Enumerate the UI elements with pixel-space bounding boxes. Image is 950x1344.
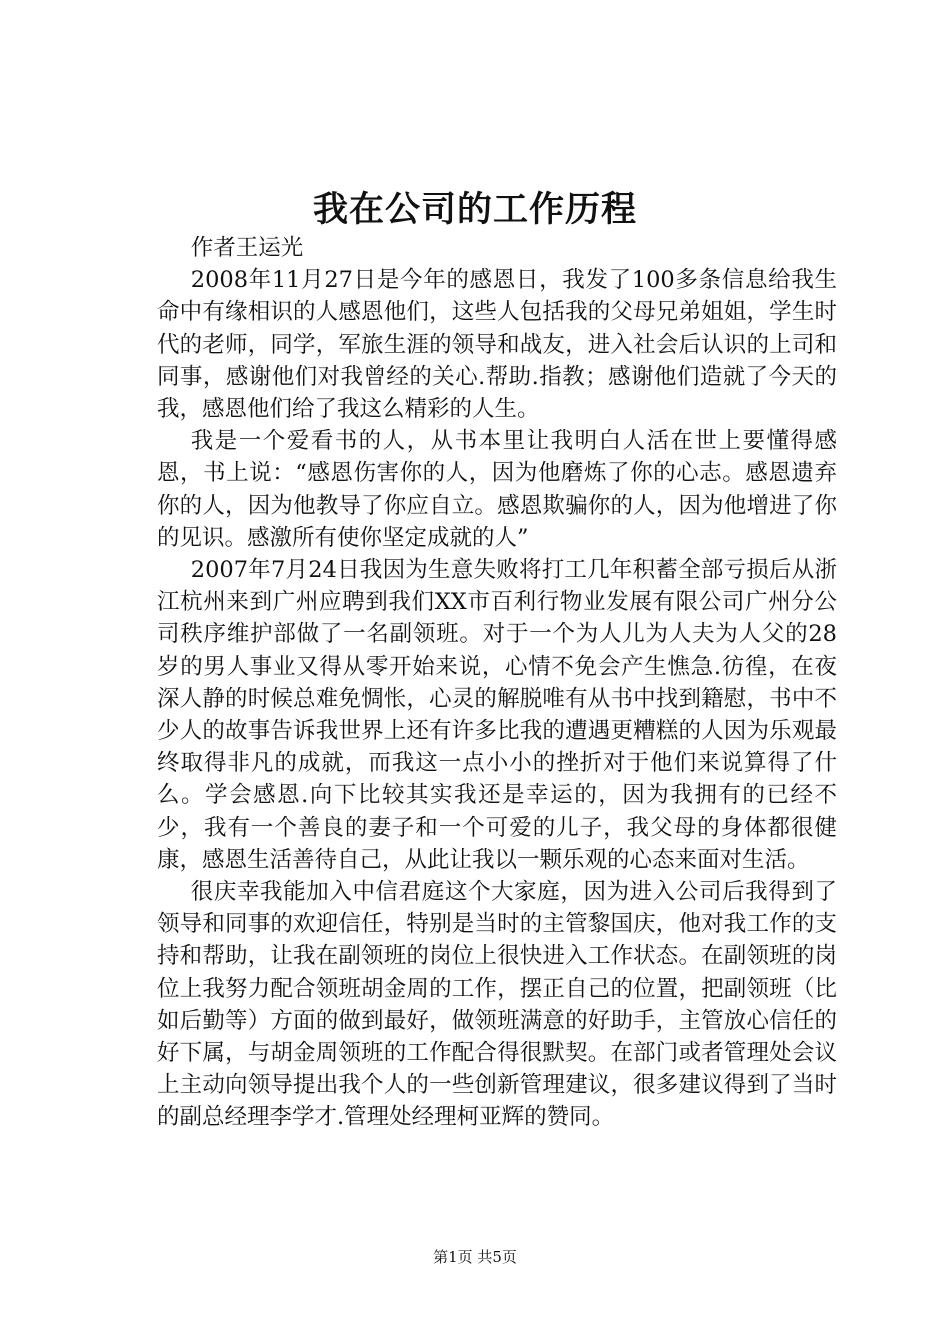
document-title: 我在公司的工作历程: [312, 189, 637, 230]
author-line: 作者王运光: [190, 235, 304, 261]
document-body: [157, 232, 837, 1134]
paragraph-1: 2008年11月27日是今年的感恩日，我发了100多条信息给我生命中有缘相识的人感恩他们，这些人包括我的父母兄弟姐姐，学生时代的老师，同学，军旅生涯的领导和战友，进入社会后认识的上司和同事，感谢他们对我曾经的关心.帮助.指教；感谢他们造就了今天的我，感恩他们给了我这么精彩的人生。: [157, 267, 837, 423]
paragraph-2: 我是一个爱看书的人，从书本里让我明白人活在世上要懂得感恩，书上说：“感恩伤害你的人，因为他磨炼了你的心志。感恩遗弃你的人，因为他教导了你应自立。感恩欺骗你的人，因为他增进了你的见识。感激所有使你坚定成就的人”: [157, 428, 837, 551]
page-footer: 第1页 共5页: [433, 1248, 517, 1266]
paragraph-4: 很庆幸我能加入中信君庭这个大家庭，因为进入公司后我得到了领导和同事的欢迎信任，特别是当时的主管黎国庆，他对我工作的支持和帮助，让我在副领班的岗位上很快进入工作状态。在副领班的岗位上我努力配合领班胡金周的工作，摆正自己的位置，把副领班（比如后勤等）方面的做到最好，做领班满意的好助手，主管放心信任的好下属，与胡金周领班的工作配合得很默契。在部门或者管理处会议上主动向领导提出我个人的一些创新管理建议，很多建议得到了当时的副总经理李学才.管理处经理柯亚辉的赞同。: [157, 879, 837, 1131]
paragraph-3: 2007年7月24日我因为生意失败将打工几年积蓄全部亏损后从浙江杭州来到广州应聘到我们XX市百利行物业发展有限公司广州分公司秩序维护部做了一名副领班。对于一个为人儿为人夫为人父的28岁的男人事业又得从零开始来说，心情不免会产生憔急.彷徨，在夜深人静的时候总难免惆怅，心灵的解脱唯有从书中找到籍慰，书中不少人的故事告诉我世界上还有许多比我的遭遇更糟糕的人因为乐观最终取得非凡的成就，而我这一点小小的挫折对于他们来说算得了什么。学会感恩.向下比较其实我还是幸运的，因为我拥有的已经不少，我有一个善良的妻子和一个可爱的儿子，我父母的身体都很健康，感恩生活善待自己，从此让我以一颗乐观的心态来面对生活。: [157, 557, 837, 873]
